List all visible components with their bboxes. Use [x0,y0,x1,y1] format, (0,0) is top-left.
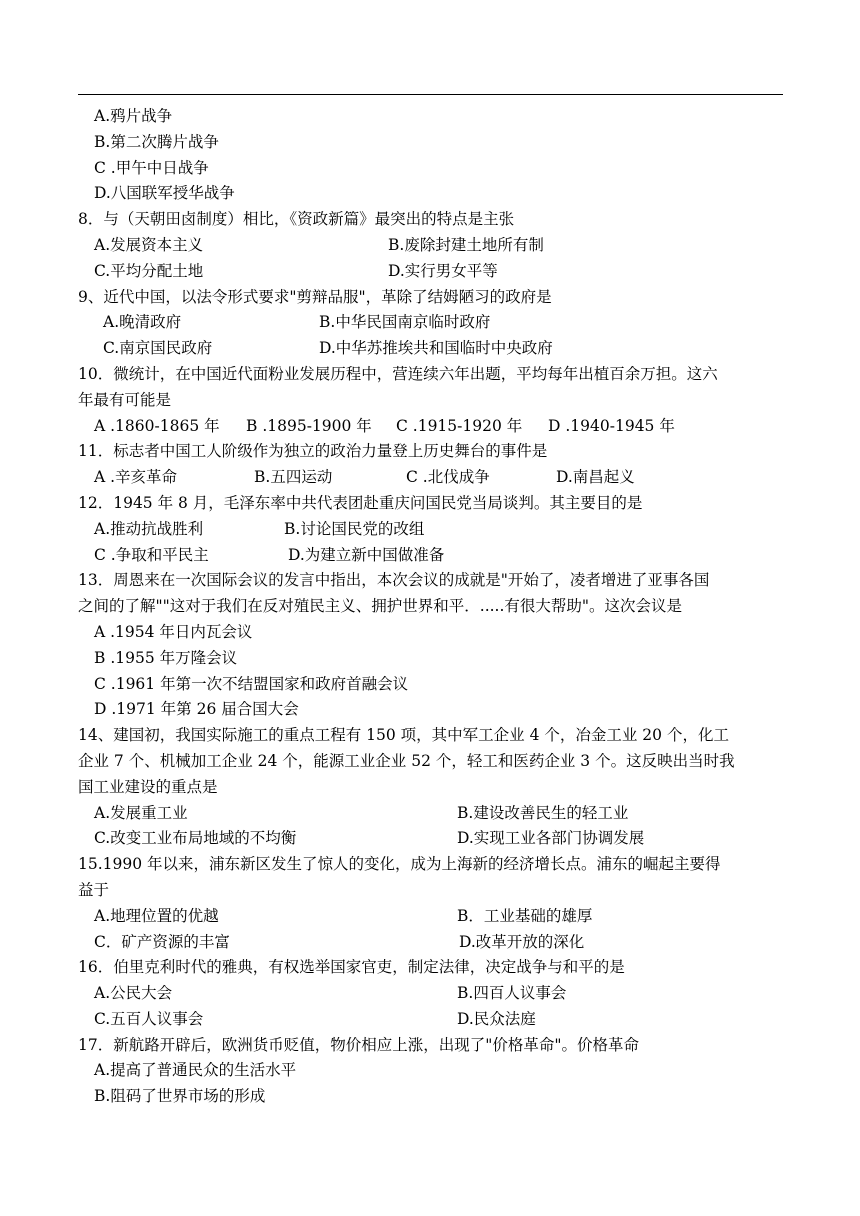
q13-option-d: D .1971 年第 26 届合国大会 [94,700,299,719]
q14-options-row-1 [78,801,783,827]
q14-option-b: B.建设改善民生的轻工业 [457,803,629,822]
q9-option-d: D.中华苏推埃共和国临时中央政府 [319,339,553,358]
q11-option-c: C .北伐成争 [406,468,490,487]
q11-options-row [78,465,783,491]
q12-option-b: B.讨论国民党的改组 [284,519,425,538]
q12-options-row-2 [78,543,783,569]
q11-option-b: B.五四运动 [254,468,333,487]
q15-stem-line-1: 15.1990 年以来，浦东新区发生了惊人的变化，成为上海新的经济增长点。浦东的崛起主要得 [78,855,721,874]
q9-option-a: A.晚清政府 [103,313,182,332]
q12-option-c: C .争取和平民主 [94,545,209,564]
q10-stem-line-2: 年最有可能是 [78,390,172,409]
q10-option-b: B .1895-1900 年 [246,416,372,435]
q13-stem-line-1: 13．周恩来在一次国际会议的发言中指出，本次会议的成就是"开始了，凌者增进了亚事各国 [78,571,710,590]
q14-option-a: A.发展重工业 [94,803,188,822]
q17-option-a: A.提高了普通民众的生活水平 [94,1061,297,1080]
q10-option-d: D .1940-1945 年 [548,416,675,435]
q10-option-c: C .1915-1920 年 [396,416,523,435]
q7-option-a: A.鸦片战争 [94,107,173,125]
q11-stem: 11．标志者中国工人阶级作为独立的政治力量登上历史舞台的事件是 [78,442,548,461]
q15-option-a: A.地理位置的优越 [94,906,219,925]
q15-option-d: D.改革开放的深化 [459,932,585,951]
q9-options-row-1 [78,310,783,336]
q16-stem: 16．伯里克利时代的雅典，有权选举国家官吏，制定法律，决定战争与和平的是 [78,958,625,977]
q9-option-b: B.中华民国南京临时政府 [319,313,491,332]
q10-stem-line-1: 10．微统计，在中国近代面粉业发展历程中，营连续六年出题，平均每年出植百余万担。这六 [78,364,718,383]
q10-options-row [78,414,783,440]
q9-options-row-2 [78,336,783,362]
q17-stem: 17．新航路开辟后，欧洲货币贬值，物价相应上涨，出现了"价格革命"。价格革命 [78,1035,639,1054]
q8-option-c: C.平均分配土地 [94,261,204,280]
q14-option-c: C.改变工业布局地域的不均衡 [94,829,297,848]
q8-option-b: B.废除封建土地所有制 [388,235,544,254]
q13-option-a: A .1954 年日内瓦会议 [94,622,253,641]
q7-option-b: B.第二次腾片战争 [94,132,219,151]
q12-option-d: D.为建立新中国做准备 [288,545,445,564]
q15-option-b: B．工业基础的雄厚 [457,906,593,925]
q15-stem-line-2: 益于 [78,880,110,899]
q16-options-row-2 [78,1007,783,1033]
q8-option-d: D.实行男女平等 [388,261,498,280]
q13-option-c: C .1961 年第一次不结盟国家和政府首融会议 [94,674,409,693]
q15-option-c: C．矿产资源的丰富 [94,932,230,951]
q17-option-b: B.阻码了世界市场的形成 [94,1087,266,1106]
q13-option-b: B .1955 年万隆会议 [94,648,238,667]
q14-stem-line-1: 14、建国初，我国实际施工的重点工程有 150 项，其中军工企业 4 个，冶金工业 20 个，化工 [78,726,729,745]
q9-option-c: C.南京国民政府 [103,339,213,358]
q16-option-d: D.民众法庭 [457,1009,536,1028]
q7-option-c: C .甲午中日战争 [94,158,209,177]
q15-options-row-2 [78,930,783,956]
q7-option-d: D.八国联军授华战争 [94,184,235,203]
q8-options-row-2 [78,259,783,285]
q11-option-d: D.南昌起义 [556,468,635,487]
q8-options-row-1 [78,233,783,259]
q14-option-d: D.实现工业各部门协调发展 [457,829,645,848]
q9-stem: 9、近代中国，以法令形式要求"剪辩品服"，革除了结姆陋习的政府是 [78,287,552,306]
q12-stem: 12．1945 年 8 月，毛泽东率中共代表团赴重庆问国民党当局谈判。其主要目的是 [78,493,643,512]
q14-options-row-2 [78,826,783,852]
q12-options-row-1 [78,517,783,543]
q16-option-c: C.五百人议事会 [94,1009,204,1028]
q13-stem-line-2: 之间的了解""这对于我们在反对殖民主义、拥护世界和平．.....有很大帮助"。这次会议是 [78,597,683,616]
q16-option-b: B.四百人议事会 [457,984,567,1003]
q11-option-a: A .辛亥革命 [94,468,178,487]
q14-stem-line-2: 企业 7 个、机械加工企业 24 个，能源工业企业 52 个，轻工和医药企业 3 个。这反映出当时我 [78,751,735,770]
q10-option-a: A .1860-1865 年 [94,416,220,435]
q16-options-row-1 [78,981,783,1007]
q8-option-a: A.发展资本主义 [94,235,204,254]
q12-option-a: A.推动抗战胜利 [94,519,204,538]
header-rule [78,94,783,95]
exam-page [78,104,783,1110]
q15-options-row-1 [78,904,783,930]
q8-stem: 8．与（天朝田卤制度）相比，《资政新篇》最突出的特点是主张 [78,210,515,229]
q16-option-a: A.公民大会 [94,984,173,1003]
q14-stem-line-3: 国工业建设的重点是 [78,777,218,796]
